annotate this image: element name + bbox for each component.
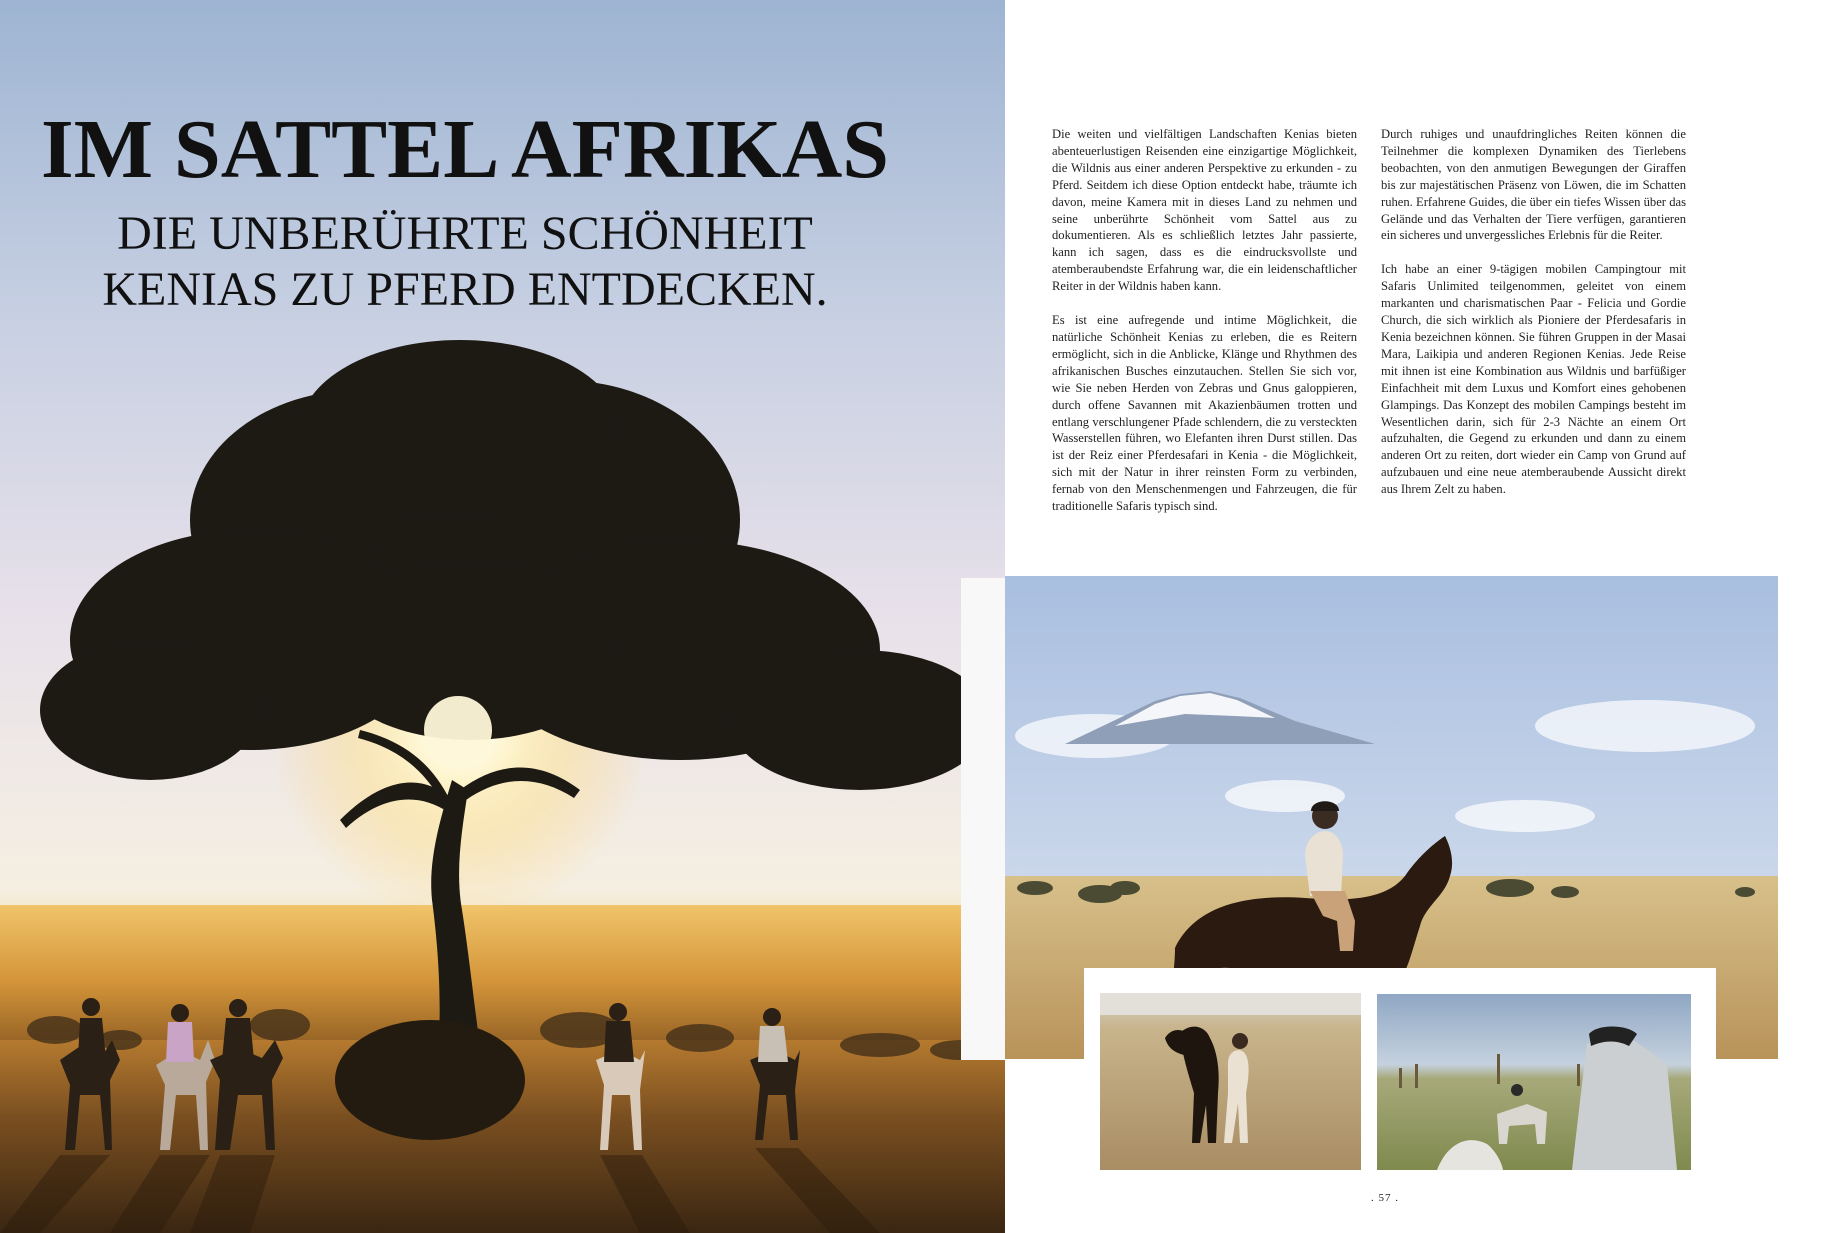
riders-with-giraffes-photo-art: [1377, 994, 1691, 1170]
article-column-1: [1052, 126, 1357, 532]
woman-with-horse-photo: [1100, 993, 1361, 1170]
woman-with-horse-photo-art: [1100, 993, 1361, 1170]
headline-title: IM SATTEL AFRIKAS: [41, 103, 889, 196]
photo-border-strip: [961, 578, 1005, 1060]
page-number: . 57 .: [1371, 1192, 1399, 1204]
article-paragraph: Durch ruhiges und unaufdringliches Reiten können die Teilnehmer die komplexen Dynamiken des Tierlebens beobachten, von den anmutigen Bewegungen der Giraffen bis zur majestätischen Präsenz von Löwen, die im Schatten ruhen. Erfahrene Guides, die über ein tiefes Wissen über das Gelände und das Verhalten der Tiere verfügen, garantieren ein sicheres und unvergessliches Erlebnis für die Reiter.: [1381, 127, 1686, 243]
article-paragraph: Es ist eine aufregende und intime Möglichkeit, die natürliche Schönheit Kenias zu erleben, die es Reitern ermöglicht, sich in die Anblicke, Klänge und Rhythmen des afrikanischen Busches einzutauchen. Stellen Sie sich vor, wie Sie neben Herden von Zebras und Gnus galoppieren, durch offene Savannen mit Akazienbäumen trotten und entlang verschlungener Pfade schlendern, die zu versteckten Wasserstellen führen, wo Elefanten ihren Durst stillen. Das ist der Reiz einer Pferdesafari in Kenia - die Möglichkeit, sich mit der Natur in ihrer reinsten Form zu verbinden, fernab von den Menschenmengen und Fahrzeugen, die für traditionelle Safaris typisch sind.: [1052, 313, 1357, 514]
article-paragraph: Die weiten und vielfältigen Landschaften Kenias bieten abenteuerlustigen Reisenden eine einzigartige Möglichkeit, die Wildnis aus einer anderen Perspektive zu erkunden - zu Pferd. Seitdem ich diese Option entdeckt habe, träumte ich davon, meine Kamera mit in dieses Land zu nehmen und seine unberührte Schönheit vom Sattel aus zu dokumentieren. Als es schließlich letztes Jahr passierte, kann ich sagen, dass es die eindrucksvollste und atemberaubendste Erfahrung war, die ein leidenschaftlicher Reiter in der Wildnis haben kann.: [1052, 127, 1357, 294]
article-column-2: [1381, 126, 1686, 515]
headline-subtitle-line1: DIE UNBERÜHRTE SCHÖNHEIT: [117, 207, 813, 260]
riders-with-giraffes-photo: [1377, 994, 1691, 1170]
headline-subtitle-line2: KENIAS ZU PFERD ENTDECKEN.: [102, 263, 828, 316]
article-paragraph: Ich habe an einer 9-tägigen mobilen Campingtour mit Safaris Unlimited teilgenommen, geleitet von einem markanten und charismatischen Paar - Felicia und Gordie Church, die sich wirklich als Pioniere der Pferdesafaris in Kenia bezeichnen können. Sie führen Gruppen in der Masai Mara, Laikipia und anderen Regionen Kenias. Jede Reise mit ihnen ist eine Kombination aus Wildnis und barfüßiger Einfachheit mit dem Luxus und Komfort eines gehobenen Glampings. Das Konzept des mobilen Campings besteht im Wesentlichen darin, sich für 2-3 Nächte an einem Ort aufzuhalten, die Gegend zu erkunden und dann zu einem anderen Ort zu reiten, dort wieder ein Camp von Grund auf aufzubauen und eine neue atemberaubende Aussicht direkt aus Ihrem Zelt zu haben.: [1381, 262, 1686, 497]
